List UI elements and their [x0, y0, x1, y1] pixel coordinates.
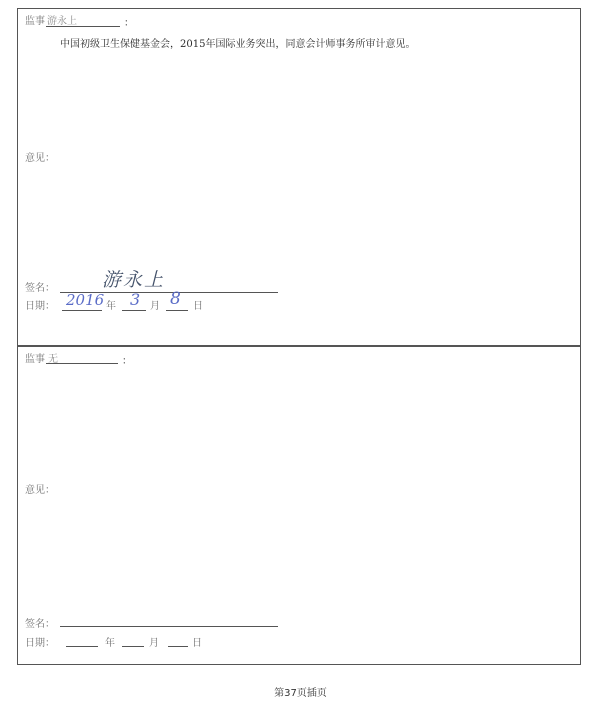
year-unit: 年: [106, 301, 116, 312]
colon: ：: [122, 356, 132, 367]
month-underline: [122, 310, 146, 311]
supervisor-section-1: [17, 8, 581, 346]
day-unit: 日: [193, 301, 203, 312]
supervisor-label: 监事: [25, 16, 45, 27]
supervisor-name: 无: [48, 354, 58, 365]
signature-handwriting: 游永上: [102, 269, 166, 291]
opinion-label: 意见：: [25, 153, 55, 164]
year-handwriting: 2016: [66, 291, 105, 309]
colon: ：: [124, 18, 134, 29]
day-underline: [168, 646, 188, 647]
month-handwriting: 3: [130, 290, 141, 309]
date-label: 日期：: [25, 638, 55, 649]
supervisor-label: 监事: [25, 354, 45, 365]
date-label: 日期：: [25, 301, 55, 312]
year-underline: [62, 310, 102, 311]
month-underline: [122, 646, 144, 647]
page-footer: 第37页插页: [274, 688, 327, 699]
supervisor-name-underline: [46, 363, 118, 364]
day-unit: 日: [192, 638, 202, 649]
supervisor-name: 游永上: [47, 16, 77, 27]
signature-label: 签名：: [25, 619, 55, 630]
year-underline: [66, 646, 98, 647]
day-underline: [166, 310, 188, 311]
year-unit: 年: [105, 638, 115, 649]
supervisor-section-2: [17, 346, 581, 665]
signature-underline: [60, 626, 278, 627]
supervisor-name-underline: [46, 26, 120, 27]
month-unit: 月: [149, 638, 159, 649]
opinion-text: 中国初级卫生保健基金会，2015年国际业务突出，同意会计师事务所审计意见。: [60, 39, 416, 50]
opinion-label: 意见：: [25, 485, 55, 496]
signature-label: 签名：: [25, 283, 55, 294]
day-handwriting: 8: [170, 289, 181, 309]
month-unit: 月: [150, 301, 160, 312]
